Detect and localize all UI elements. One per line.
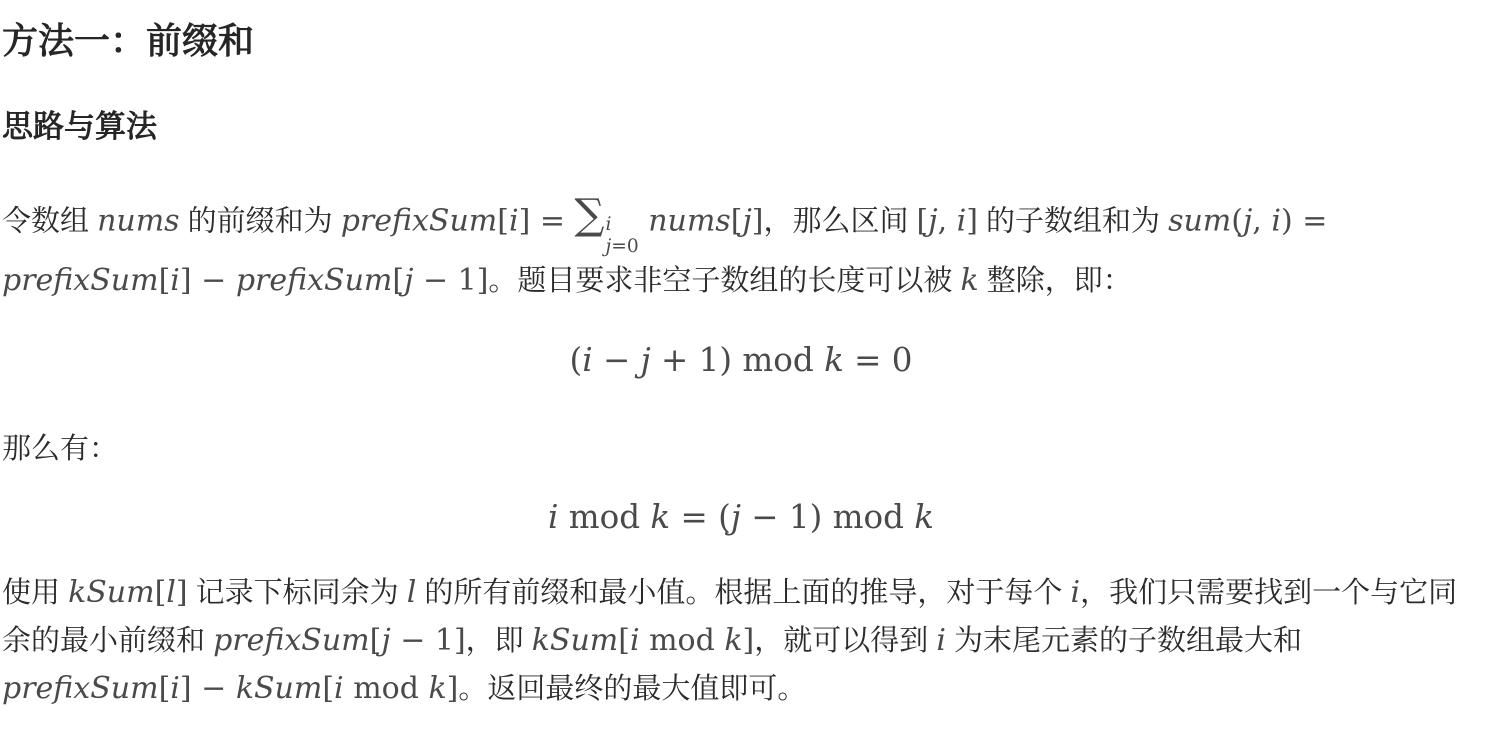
section-heading: 思路与算法 <box>2 109 157 144</box>
math-token: = 0 <box>843 341 913 380</box>
math-token: i <box>334 671 344 707</box>
math-token: = ( <box>670 498 731 537</box>
math-token: ] <box>446 671 459 707</box>
inline-math <box>548 498 934 536</box>
math-token: [ <box>158 263 171 299</box>
inline-math <box>1070 575 1080 610</box>
inline-math <box>639 204 764 239</box>
math-token <box>640 498 650 536</box>
math-token: [ <box>322 671 335 707</box>
math-token: ) = <box>1280 203 1328 239</box>
text-run: 令数组 <box>2 205 98 238</box>
math-token: i <box>629 623 640 659</box>
text-run: ，那么区间 <box>763 205 917 238</box>
math-token: − 1) <box>740 498 833 537</box>
math-token: i <box>936 623 946 659</box>
summation-upper-limit <box>605 214 638 235</box>
math-token: i <box>956 203 967 239</box>
math-token: kSum <box>68 575 155 611</box>
math-token: prefixSum <box>2 263 159 299</box>
math-token: prefixSum <box>340 203 498 239</box>
math-token: prefixSum <box>235 263 393 299</box>
math-token: j <box>1242 203 1253 239</box>
math-token: mod <box>832 498 904 537</box>
math-token: ( <box>1231 203 1243 239</box>
math-token: nums <box>648 203 731 239</box>
text-run: 记录下标同余为 <box>187 577 407 610</box>
paragraph-ksum-explanation <box>2 569 1480 713</box>
math-token: [ <box>154 575 167 611</box>
math-token: j <box>605 235 612 257</box>
math-token: [ <box>730 203 743 239</box>
math-token: j <box>640 341 651 380</box>
math-token: ] − <box>179 263 236 299</box>
math-token: + 1) <box>650 341 743 380</box>
text-run: 。题目要求非空子数组的长度可以被 <box>488 265 961 298</box>
math-token: prefixSum <box>213 623 370 659</box>
inline-math <box>213 623 466 658</box>
math-token: k <box>824 341 844 380</box>
math-token: l <box>406 575 417 611</box>
paragraph-prefix-sum-definition <box>2 188 1480 305</box>
math-token: kSum <box>531 623 619 659</box>
math-token <box>344 671 354 706</box>
math-token: i <box>170 671 180 707</box>
math-token: ] = <box>518 203 575 239</box>
text-run: 整除，即： <box>978 265 1132 298</box>
inline-math <box>936 623 946 658</box>
math-token: i <box>1070 575 1081 611</box>
math-token: i <box>547 498 559 537</box>
text-run: 的所有前缀和最小值。根据上面的推导，对于每个 <box>416 577 1071 610</box>
math-token: j <box>742 203 752 239</box>
math-token: kSum <box>235 671 323 707</box>
math-token: ] − <box>179 671 236 707</box>
paragraph-then-we-have <box>2 426 1480 473</box>
math-token <box>558 498 568 536</box>
text-run: ，即 <box>465 625 532 658</box>
inline-math <box>1168 204 1327 239</box>
text-run: ，就可以得到 <box>754 625 937 658</box>
inline-math <box>570 341 913 379</box>
math-token <box>715 623 725 658</box>
math-token: nums <box>97 203 180 239</box>
math-token: k <box>914 498 935 537</box>
math-token: ( <box>569 341 583 380</box>
text-run: 。返回最终的最大值即可。 <box>458 673 807 706</box>
math-token: ] <box>966 203 978 239</box>
math-token: ] <box>751 203 764 239</box>
text-run: 那么有： <box>2 433 119 466</box>
math-token: k <box>650 498 671 537</box>
sigma-glyph: ∑ <box>574 189 605 239</box>
math-token: ] <box>742 623 755 659</box>
inline-math <box>960 263 978 298</box>
math-token: − <box>592 341 641 380</box>
inline-math <box>97 204 180 239</box>
math-token: i <box>1271 203 1281 239</box>
math-token: j <box>928 203 938 239</box>
inline-math <box>341 204 575 239</box>
math-token: i <box>582 341 593 380</box>
math-token <box>814 341 824 379</box>
display-formula-congruence <box>2 494 1480 541</box>
math-token: mod <box>568 498 641 537</box>
text-run: ，我们只需要找到一个与它同余的最小前缀和 <box>2 577 1458 658</box>
inline-math <box>68 575 188 610</box>
math-token: prefixSum <box>2 671 159 707</box>
math-token: k <box>428 671 447 707</box>
math-token: sum <box>1168 203 1232 239</box>
summation-symbol <box>575 188 639 257</box>
math-token: [ <box>916 203 929 239</box>
math-token: i <box>170 263 180 299</box>
math-token: [ <box>497 203 509 239</box>
summation-lower-limit <box>605 236 638 257</box>
math-token: i <box>605 214 612 236</box>
math-token: [ <box>158 671 171 707</box>
text-run: 的子数组和为 <box>977 205 1169 238</box>
math-token: j <box>404 263 414 299</box>
inline-math <box>917 204 978 239</box>
math-token: k <box>960 263 979 299</box>
math-token: mod <box>353 671 419 707</box>
math-token <box>639 204 649 239</box>
summation-math <box>574 189 639 257</box>
math-token: ] <box>175 575 188 611</box>
inline-math <box>532 623 755 658</box>
math-token: [ <box>369 623 382 659</box>
math-token: j <box>730 498 741 537</box>
math-token <box>904 498 914 536</box>
text-run: 为末尾元素的子数组最大和 <box>945 625 1302 658</box>
math-token: − 1] <box>390 623 466 659</box>
text-run: 使用 <box>2 577 69 610</box>
math-token: k <box>724 623 743 659</box>
math-token: i <box>508 203 519 239</box>
math-token: [ <box>618 623 630 659</box>
math-token: j <box>381 623 391 659</box>
math-token: mod <box>742 341 814 380</box>
math-token: , <box>1252 203 1272 239</box>
inline-math <box>407 575 417 610</box>
math-token: l <box>166 575 176 611</box>
text-run: 的前缀和为 <box>179 205 341 238</box>
math-token: − 1] <box>413 263 489 299</box>
inline-math <box>2 671 458 706</box>
math-token: , <box>937 203 957 239</box>
display-formula-length-mod-k <box>2 337 1480 384</box>
summation-limits <box>605 214 638 257</box>
math-token <box>640 623 650 658</box>
math-token: =0 <box>611 235 639 257</box>
inline-math <box>2 263 488 298</box>
method-heading: 方法一：前缀和 <box>2 20 255 61</box>
math-token: [ <box>392 263 405 299</box>
math-token: mod <box>649 623 715 659</box>
